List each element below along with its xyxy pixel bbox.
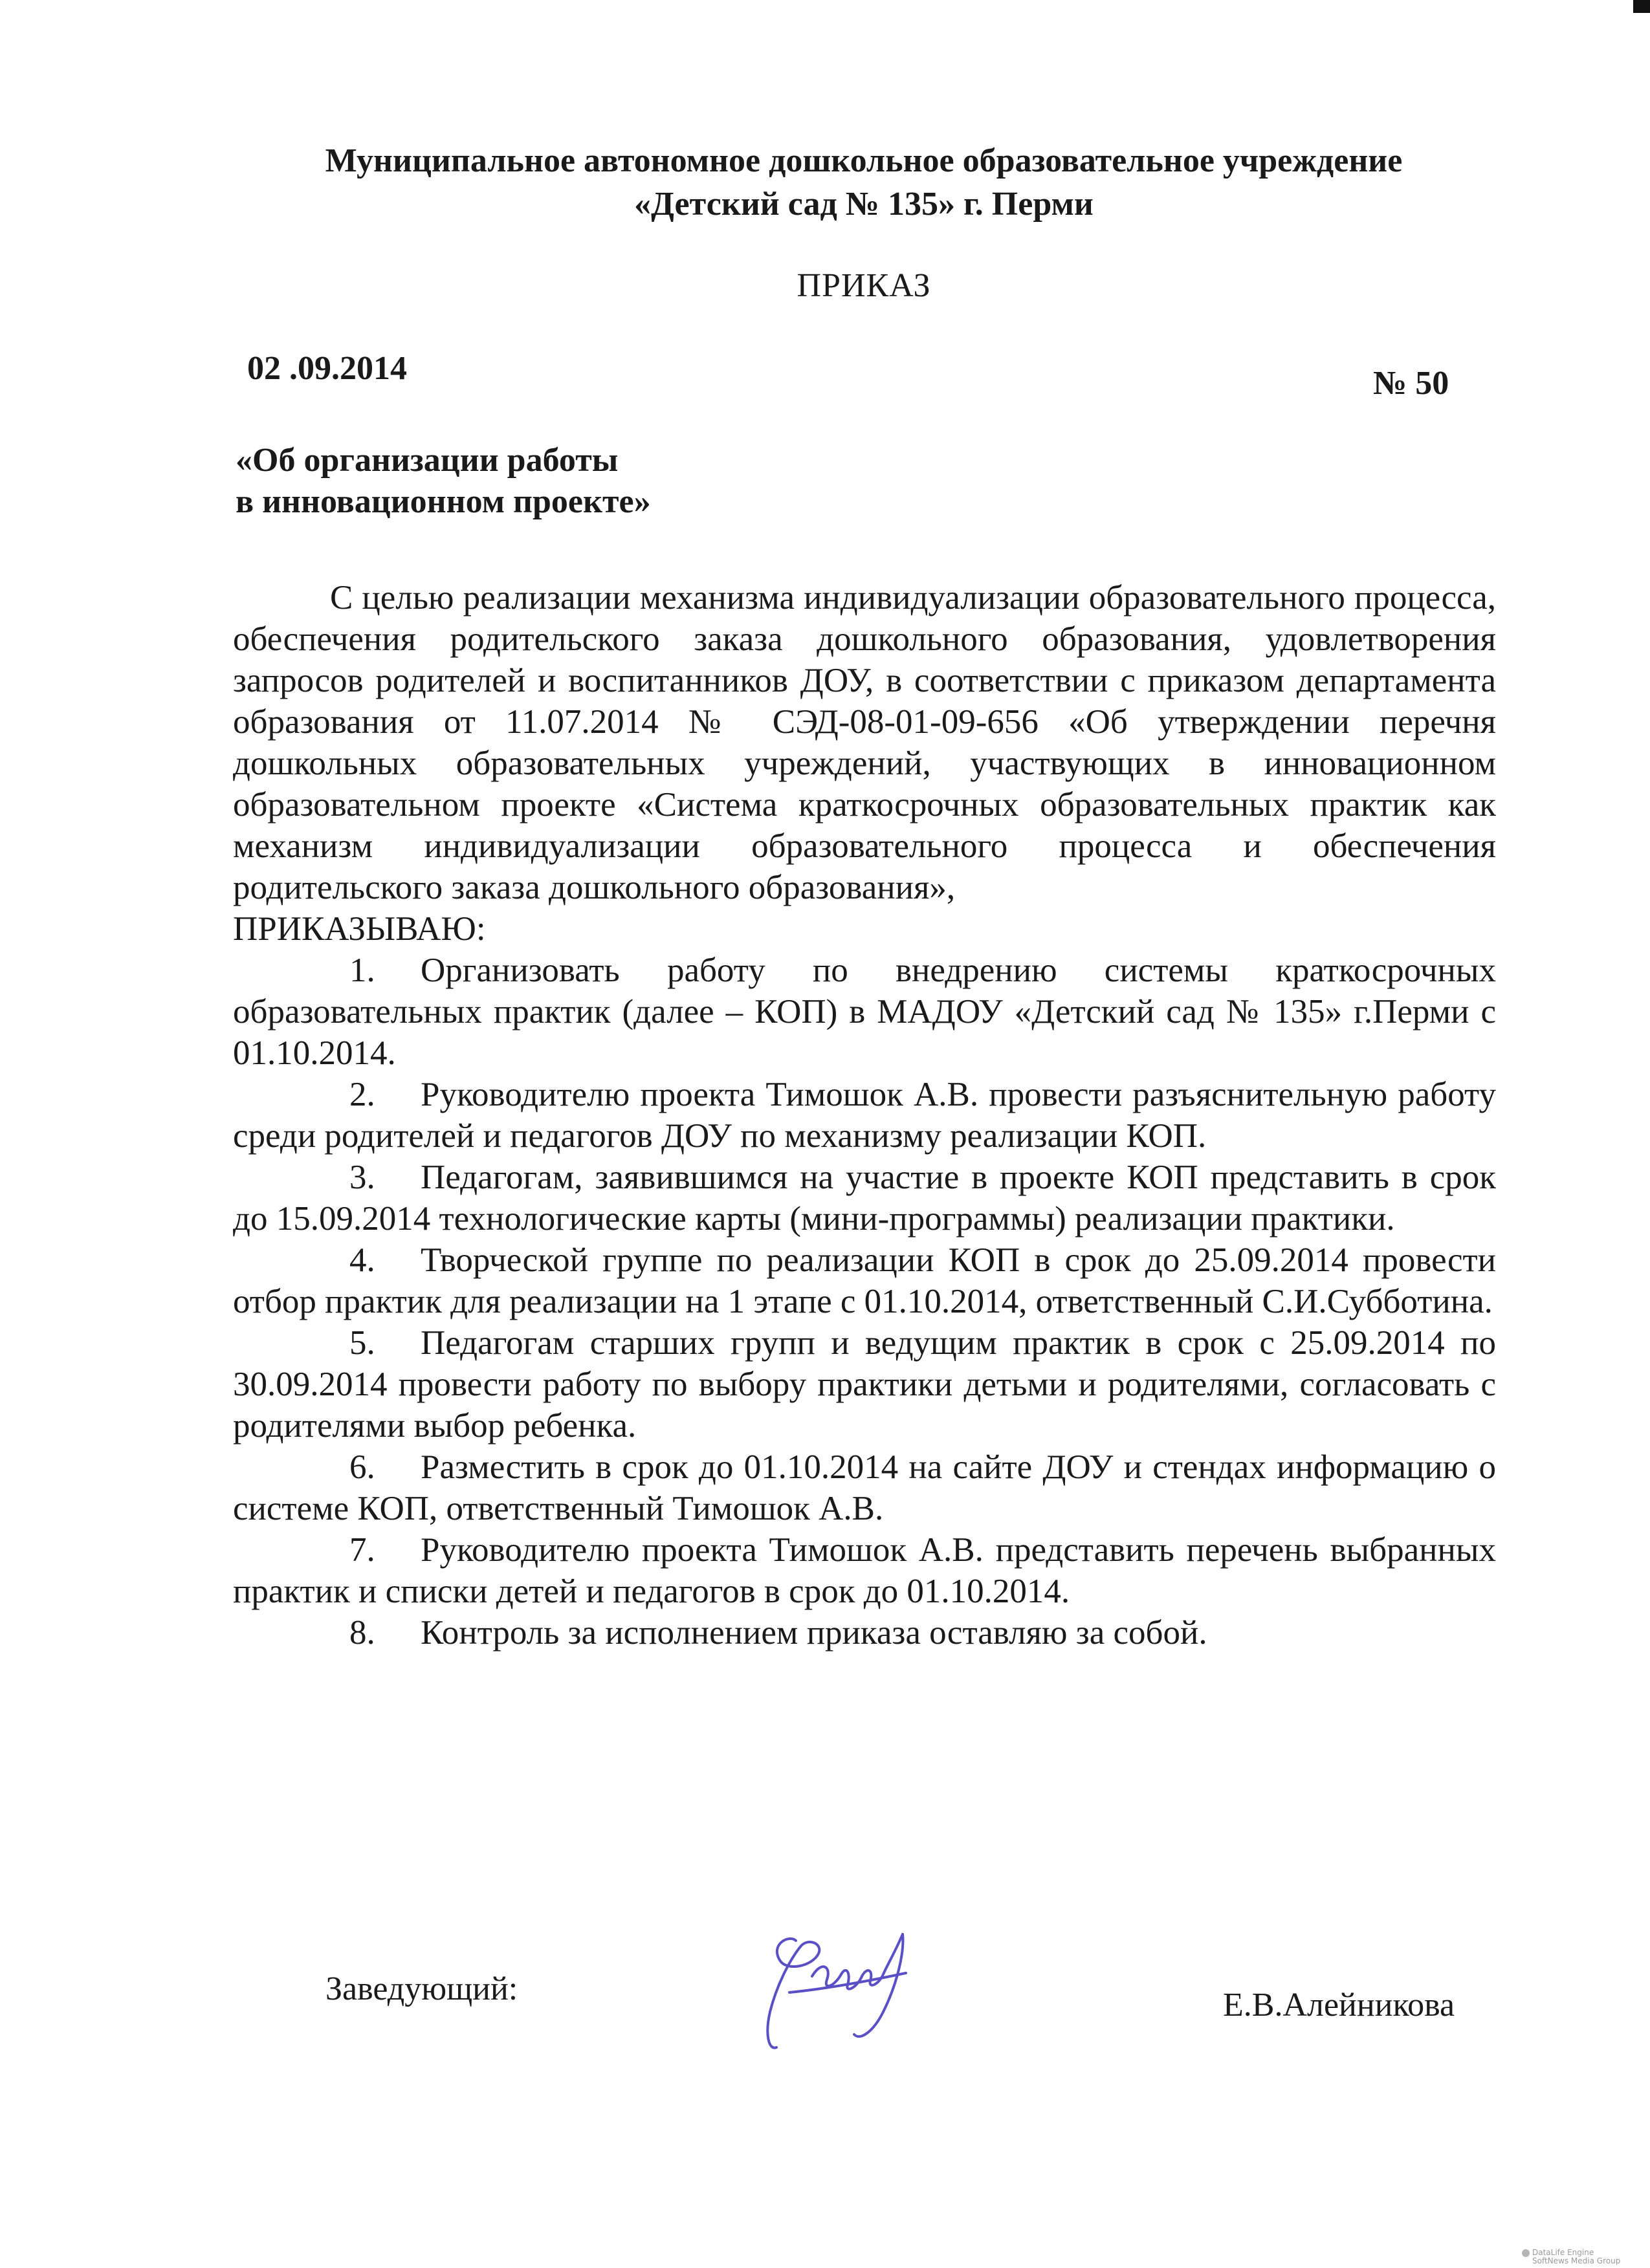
order-item-text: Педагогам старших групп и ведущим практик в срок с 25.09.2014 по 30.09.2014 провести работу по выбору практики детьми и родителями, согласовать с родителями выбор ребенка. [233,1324,1496,1445]
order-item-number: 6. [349,1448,375,1486]
order-word: ПРИКАЗЫВАЮ: [233,910,486,948]
watermark-line2: SoftNews Media Group [1532,2256,1621,2265]
institution-name-line2: «Детский сад № 135» г. Перми [634,186,1094,223]
order-item-3 [233,1157,1496,1239]
order-item-1 [233,950,1496,1074]
signature-position: Заведующий: [325,1970,518,2007]
handwritten-signature-icon [751,1915,925,2064]
order-item-text: Творческой группе по реализации КОП в срок до 25.09.2014 провести отбор практик для реализации на 1 этапе с 01.10.2014, ответственный С.И.Субботина. [233,1241,1496,1320]
order-item-2 [233,1074,1496,1157]
order-item-5 [233,1322,1496,1446]
order-item-number: 8. [349,1614,375,1652]
order-item-6 [233,1446,1496,1529]
institution-name-line1: Муниципальное автономное дошкольное образовательное учреждение [325,142,1403,179]
order-item-number: 3. [349,1159,375,1196]
order-body [233,577,1496,1653]
order-item-4 [233,1239,1496,1322]
signatory-name: Е.В.Алейникова [1223,1987,1455,2023]
order-item-7 [233,1529,1496,1612]
order-date: 02 .09.2014 [247,350,407,387]
order-subject-line2: в инновационном проекте» [236,483,651,520]
order-item-text: Организовать работу по внедрению системы краткосрочных образовательных практик (далее – КОП) в МАДОУ «Детский сад № 135» г.Перми с 01.10.2014. [233,952,1496,1072]
scan-watermark [1522,2249,1620,2265]
preamble-paragraph: С целью реализации механизма индивидуализации образовательного процесса, обеспечения родительского заказа дошкольного образования, удовлетворения запросов родителей и воспитанников ДОУ, в соответствии с приказом департамента образования от 11.07.2014 № СЭД-08-01-09-656 «Об утверждении перечня дошкольных образовательных учреждений, участвующих в инновационном образовательном проекте «Система краткосрочных образовательных практик как механизм индивидуализации образовательного процесса и обеспечения родительского заказа дошкольного образования», [233,579,1496,906]
order-item-number: 5. [349,1324,375,1362]
watermark-line1: DataLife Engine [1532,2248,1594,2257]
order-item-number: 7. [349,1531,375,1569]
watermark-logo-icon [1522,2249,1530,2257]
order-subject [236,440,651,523]
scan-edge-mark [1633,0,1650,13]
order-item-8 [233,1612,1496,1653]
order-item-text: Педагогам, заявившимся на участие в проекте КОП представить в срок до 15.09.2014 технологические карты (мини-программы) реализации практики. [233,1159,1496,1238]
order-subject-line1: «Об организации работы [236,442,619,479]
order-title: ПРИКАЗ [797,267,931,304]
order-item-number: 1. [349,952,375,989]
order-item-text: Руководителю проекта Тимошок А.В. представить перечень выбранных практик и списки детей и педагогов в срок до 01.10.2014. [233,1531,1496,1610]
order-number: № 50 [1373,365,1449,402]
order-item-text: Контроль за исполнением приказа оставляю за собой. [421,1614,1207,1652]
order-item-text: Руководителю проекта Тимошок А.В. провести разъяснительную работу среди родителей и педагогов ДОУ по механизму реализации КОП. [233,1076,1496,1155]
order-item-text: Разместить в срок до 01.10.2014 на сайте ДОУ и стендах информацию о системе КОП, ответственный Тимошок А.В. [233,1448,1496,1527]
order-item-number: 2. [349,1076,375,1113]
order-item-number: 4. [349,1241,375,1279]
